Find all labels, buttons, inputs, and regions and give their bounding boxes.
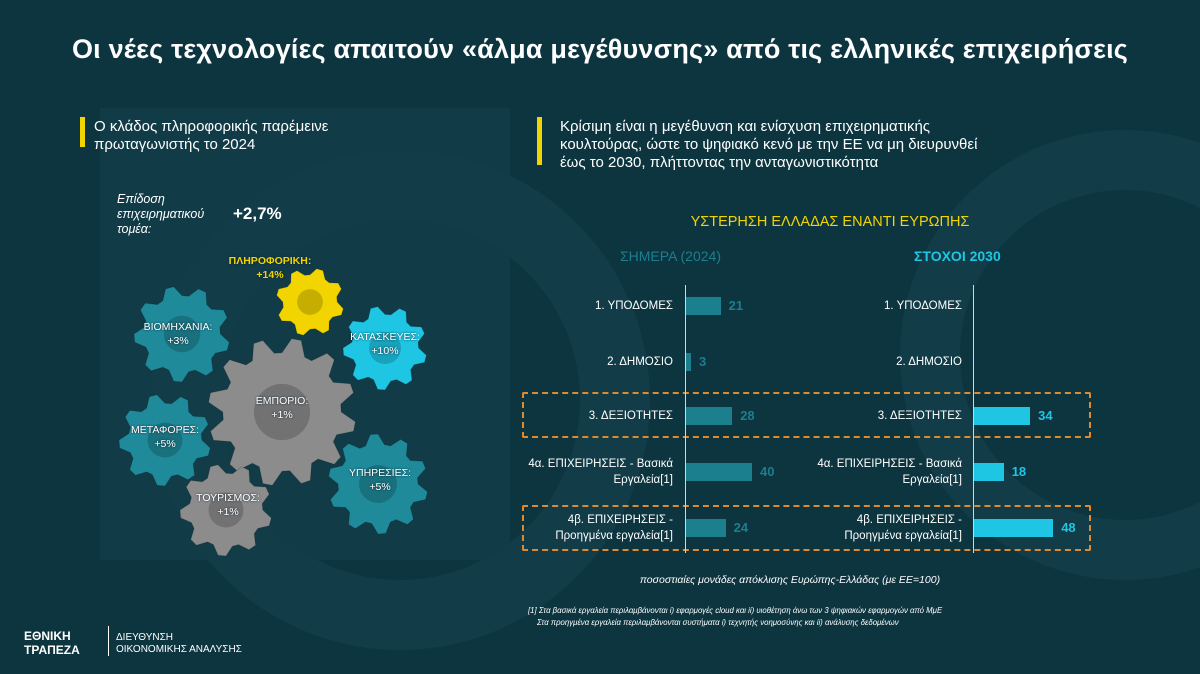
bar-value-label: 3 [698, 354, 707, 369]
category-label-2030 [742, 298, 962, 314]
gear-value: +5% [369, 481, 391, 493]
gear-value: +1% [217, 506, 239, 518]
gear-value: +10% [371, 345, 399, 357]
gear-label-tourism [178, 491, 278, 519]
right-subtitle-line: κουλτούρας, ώστε το ψηφιακό κενό με την ΕΕ να μη διευρυνθεί [560, 136, 978, 153]
bar-2030 [974, 463, 1004, 481]
page-title: Οι νέες τεχνολογίες απαιτούν «άλμα μεγέθυνσης» από τις ελληνικές επιχειρήσεις [71, 34, 1129, 64]
department-line: ΔΙΕΥΘΥΝΣΗ [116, 632, 173, 643]
category-label-line: 1. ΥΠΟΔΟΜΕΣ [883, 300, 962, 312]
chart-title: ΥΣΤΕΡΗΣΗ ΕΛΛΑΔΑΣ ΕΝΑΝΤΙ ΕΥΡΩΠΗΣ [690, 214, 970, 230]
category-label-line: 1. ΥΠΟΔΟΜΕΣ [594, 300, 673, 312]
gear-label-services [330, 466, 430, 494]
gear-value: +3% [167, 335, 189, 347]
gear-label-construction [335, 330, 435, 358]
category-label-line: 4α. ΕΠΙΧΕΙΡΗΣΕΙΣ - Βασικά [817, 458, 962, 470]
gear-value: +5% [154, 438, 176, 450]
department-line: ΟΙΚΟΝΟΜΙΚΗΣ ΑΝΑΛΥΣΗΣ [116, 644, 242, 655]
category-label-today [453, 512, 673, 544]
category-label-line: Εργαλεία[1] [613, 474, 673, 486]
department-name [116, 632, 242, 656]
category-label-line: 3. ΔΕΞΙΟΤΗΤΕΣ [877, 410, 962, 422]
gear-informatics-hole [297, 289, 323, 315]
category-label-2030 [742, 512, 962, 544]
bar-2030 [974, 519, 1053, 537]
category-label-2030 [742, 408, 962, 424]
bar-today [686, 353, 691, 371]
category-label-line: 3. ΔΕΞΙΟΤΗΤΕΣ [588, 410, 673, 422]
bar-value-label: 18 [1011, 464, 1027, 479]
gear-name: ΜΕΤΑΦΟΡΕΣ: [130, 424, 200, 436]
bar-today [686, 519, 726, 537]
footnote-2: Στα προηγμένα εργαλεία περιλαμβάνονται συστήματα i) τεχνητής νοημοσύνης και ii) ανάλυσης δεδομένων [537, 618, 899, 627]
category-label-today [453, 408, 673, 424]
category-label-line: 4α. ΕΠΙΧΕΙΡΗΣΕΙΣ - Βασικά [528, 458, 673, 470]
gear-name: ΚΑΤΑΣΚΕΥΕΣ: [350, 331, 420, 343]
series-header-2030: ΣΤΟΧΟΙ 2030 [914, 248, 1001, 264]
category-label-line: Προηγμένα εργαλεία[1] [844, 530, 962, 542]
logo-divider [108, 626, 109, 656]
footnote-1: [1] Στα βασικά εργαλεία περιλαμβάνονται i) εφαρμογές cloud και ii) υιοθέτηση άνω των 3 ψηφιακών εφαρμογών από ΜμΕ [528, 606, 943, 615]
performance-label-line: επιχειρηματικού [117, 207, 205, 221]
gear-value: +14% [256, 269, 284, 281]
performance-label-line: Επίδοση [117, 192, 165, 206]
category-label-line: 4β. ΕΠΙΧΕΙΡΗΣΕΙΣ - [856, 514, 962, 526]
bar-value-label: 24 [733, 520, 749, 535]
category-label-line: Προηγμένα εργαλεία[1] [555, 530, 673, 542]
category-label-line: 4β. ΕΠΙΧΕΙΡΗΣΕΙΣ - [567, 514, 673, 526]
right-subtitle-line: Κρίσιμη είναι η μεγέθυνση και ενίσχυση επιχειρηματικής [560, 118, 931, 135]
bank-logo [24, 629, 80, 657]
gear-value: +1% [271, 409, 293, 421]
series-header-today: ΣΗΜΕΡΑ (2024) [620, 248, 721, 264]
gear-name: ΕΜΠΟΡΙΟ: [255, 395, 309, 407]
category-label-today [453, 456, 673, 488]
category-label-line: 2. ΔΗΜΟΣΙΟ [607, 356, 673, 368]
performance-value: +2,7% [233, 204, 282, 223]
gear-name: ΠΛΗΡΟΦΟΡΙΚΗ: [228, 255, 312, 267]
category-label-today [453, 354, 673, 370]
left-subtitle-line: πρωταγωνιστής το 2024 [94, 136, 256, 153]
left-subtitle-line: Ο κλάδος πληροφορικής παρέμεινε [94, 118, 329, 135]
bar-value-label: 28 [740, 408, 755, 423]
category-label-2030 [742, 354, 962, 370]
bar-today [686, 297, 721, 315]
right-subtitle [560, 118, 977, 172]
category-label-2030 [742, 456, 962, 488]
bar-value-label: 34 [1038, 408, 1053, 423]
category-label-line: 2. ΔΗΜΟΣΙΟ [896, 356, 962, 368]
right-subtitle-line: έως το 2030, πλήττοντας την ανταγωνιστικότητα [560, 154, 879, 171]
gear-name: ΥΠΗΡΕΣΙΕΣ: [349, 467, 411, 479]
performance-label-line: τομέα: [117, 222, 152, 236]
category-label-today [453, 298, 673, 314]
gear-label-commerce [232, 394, 332, 422]
chart-note: ποσοστιαίες μονάδες απόκλισης Ευρώπης-Ελλάδας (με ΕΕ=100) [639, 574, 941, 586]
bar-2030 [974, 407, 1030, 425]
bank-logo-line: ΕΘΝΙΚΗ [24, 629, 71, 643]
bar-value-label: 48 [1061, 520, 1076, 535]
gear-name: ΤΟΥΡΙΣΜΟΣ: [196, 492, 260, 504]
gear-label-informatics [205, 254, 335, 282]
bar-value-label: 21 [728, 298, 744, 313]
bar-today [686, 407, 732, 425]
gear-label-industry [128, 320, 228, 348]
gear-label-transport [115, 423, 215, 451]
bar-value-label: 40 [760, 464, 775, 479]
gear-name: ΒΙΟΜΗΧΑΝΙΑ: [143, 321, 213, 333]
category-label-line: Εργαλεία[1] [902, 474, 962, 486]
bank-logo-line: ΤΡΑΠΕΖΑ [24, 643, 80, 657]
